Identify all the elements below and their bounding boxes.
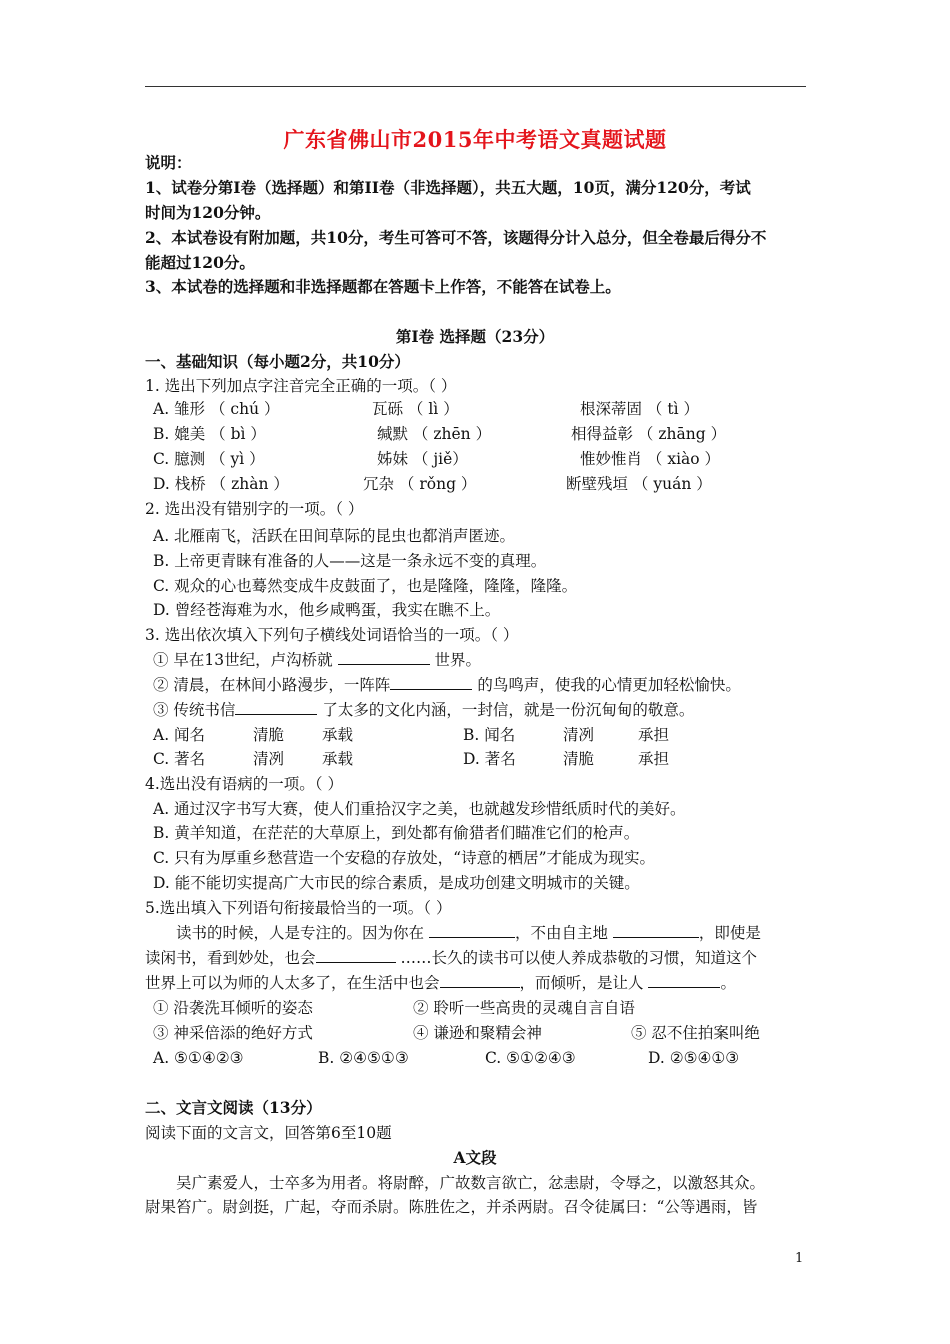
q4-option-b: B. 黄羊知道，在茫茫的大草原上，到处都有偷猎者们瞄准它们的枪声。 xyxy=(153,824,640,842)
q3-option-c-2: 清冽 xyxy=(253,750,285,768)
q1-stem: 1. 选出下列加点字注音完全正确的一项。（ ） xyxy=(145,377,457,395)
note-1a: 1、试卷分第Ⅰ卷（选择题）和第II卷（非选择题），共五大题，10页，满分120分，考试 xyxy=(145,178,751,197)
q5-choice-1: ① 沿袭洗耳倾听的姿态 xyxy=(153,999,313,1017)
q3-option-a-1: A. 闻名 xyxy=(153,726,206,744)
q5-passage-1: 读书的时候，人是专注的。因为你在 ，不由自主地 ，即使是 xyxy=(176,924,761,942)
q4-option-a: A. 通过汉字书写大赛，使人们重拾汉字之美，也就越发珍惜纸质时代的美好。 xyxy=(153,800,686,818)
q5-choice-3: ③ 神采倍添的绝好方式 xyxy=(153,1024,313,1042)
q3-option-b-3: 承担 xyxy=(638,726,670,744)
q3-stem: 3. 选出依次填入下列句子横线处词语恰当的一项。（ ） xyxy=(145,626,519,644)
q3-option-d-2: 清脆 xyxy=(563,750,595,768)
q1-b-3: 相得益彰 （ zhāng ） xyxy=(571,425,727,443)
q2-option-b: B. 上帝更青睐有准备的人——这是一条永远不变的真理。 xyxy=(153,552,547,570)
section2-heading: 二、文言文阅读（13分） xyxy=(145,1098,322,1117)
q3-blank-3 xyxy=(235,700,317,715)
q5-answer-a: A. ⑤①④②③ xyxy=(153,1049,244,1067)
section2-intro: 阅读下面的文言文，回答第6至10题 xyxy=(145,1124,392,1142)
q3-blank-2 xyxy=(390,675,472,690)
q1-c-1: C. 臆测 （ yì ） xyxy=(153,450,265,468)
q5-blank-4 xyxy=(440,973,520,988)
q1-b-1: B. 媲美 （ bì ） xyxy=(153,425,266,443)
q5-blank-2 xyxy=(613,923,699,938)
q5-answer-d: D. ②⑤④①③ xyxy=(648,1049,740,1067)
q3-option-c-3: 承载 xyxy=(322,750,354,768)
q3-option-a-2: 清脆 xyxy=(253,726,285,744)
section1-heading: 一、基础知识（每小题2分，共10分） xyxy=(145,352,410,371)
q3-option-a-3: 承载 xyxy=(322,726,354,744)
q3-option-c-1: C. 著名 xyxy=(153,750,206,768)
notes-label: 说明： xyxy=(145,153,192,172)
q5-stem: 5.选出填入下列语句衔接最恰当的一项。（ ） xyxy=(145,899,452,917)
q3-option-d-1: D. 著名 xyxy=(463,750,516,768)
q1-a-1: A. 雏形 （ chú ） xyxy=(153,400,280,418)
q3-blank-1 xyxy=(338,650,430,665)
q2-option-a: A. 北雁南飞，活跃在田间草际的昆虫也都消声匿迹。 xyxy=(153,527,516,545)
q1-d-3: 断壁残垣 （ yuán ） xyxy=(566,475,712,493)
q2-option-d: D. 曾经苍海难为水，他乡咸鸭蛋，我实在瞧不上。 xyxy=(153,601,501,619)
q1-b-2: 缄默 （ zhēn ） xyxy=(377,425,492,443)
q5-choice-4: ④ 谦逊和聚精会神 xyxy=(413,1024,542,1042)
q3-option-b-1: B. 闻名 xyxy=(463,726,516,744)
q4-stem: 4.选出没有语病的一项。（ ） xyxy=(145,775,343,793)
note-3: 3、本试卷的选择题和非选择题都在答题卡上作答，不能答在试卷上。 xyxy=(145,277,621,296)
note-2b: 能超过120分。 xyxy=(145,253,255,272)
q5-blank-5 xyxy=(648,973,720,988)
q5-passage-3: 世界上可以为师的人太多了，在生活中也会 ，而倾听，是让人 。 xyxy=(145,974,736,992)
q4-option-d: D. 能不能切实提高广大市民的综合素质，是成功创建文明城市的关键。 xyxy=(153,874,640,892)
q1-a-3: 根深蒂固 （ tì ） xyxy=(580,400,699,418)
q5-answer-b: B. ②④⑤①③ xyxy=(318,1049,409,1067)
passage-a-line-2: 尉果笞广。尉剑挺，广起，夺而杀尉。陈胜佐之，并杀两尉。召令徒属曰：“公等遇雨，皆 xyxy=(145,1198,758,1216)
part1-heading: 第Ⅰ卷 选择题（23分） xyxy=(395,327,555,346)
q3-option-d-3: 承担 xyxy=(638,750,670,768)
q1-c-2: 姊妹 （ jiě） xyxy=(377,450,468,468)
q1-d-2: 冗杂 （ rǒng ） xyxy=(363,475,477,493)
q4-option-c: C. 只有为厚重乡愁营造一个安稳的存放处，“诗意的栖居”才能成为现实。 xyxy=(153,849,656,867)
note-2a: 2、本试卷设有附加题，共10分，考生可答可不答，该题得分计入总分，但全卷最后得分不 xyxy=(145,228,767,247)
q3-sentence-1: ① 早在13世纪，卢沟桥就 世界。 xyxy=(153,651,482,669)
q5-choice-2: ② 聆听一些高贵的灵魂自言自语 xyxy=(413,999,635,1017)
q5-passage-2: 读闲书，看到妙处，也会 ……长久的读书可以使人养成恭敬的习惯，知道这个 xyxy=(145,949,757,967)
q5-blank-3 xyxy=(316,948,396,963)
q3-sentence-2: ② 清晨，在林间小路漫步，一阵阵 的鸟鸣声，使我的心情更加轻松愉快。 xyxy=(153,676,741,694)
q3-option-b-2: 清冽 xyxy=(563,726,595,744)
passage-a-heading: A文段 xyxy=(453,1148,497,1167)
q2-stem: 2. 选出没有错别字的一项。（ ） xyxy=(145,500,364,518)
q1-a-2: 瓦砾 （ lì ） xyxy=(372,400,459,418)
note-1b: 时间为120分钟。 xyxy=(145,203,271,222)
page-number: 1 xyxy=(795,1251,804,1266)
page-title: 广东省佛山市2015年中考语文真题试题 xyxy=(283,127,667,152)
q3-sentence-3: ③ 传统书信 了太多的文化内涵，一封信，就是一份沉甸甸的敬意。 xyxy=(153,701,695,719)
q1-c-3: 惟妙惟肖 （ xiào ） xyxy=(580,450,721,468)
q5-answer-c: C. ⑤①②④③ xyxy=(485,1049,576,1067)
q5-choice-5: ⑤ 忍不住拍案叫绝 xyxy=(631,1024,760,1042)
q2-option-c: C. 观众的心也蓦然变成牛皮鼓面了，也是隆隆，隆隆，隆隆。 xyxy=(153,577,578,595)
q5-blank-1 xyxy=(429,923,515,938)
header-rule xyxy=(145,86,806,87)
q1-d-1: D. 栈桥 （ zhàn ） xyxy=(153,475,289,493)
passage-a-line-1: 吴广素爱人，士卒多为用者。将尉醉，广故数言欲亡，忿恚尉，令辱之，以激怒其众。 xyxy=(176,1174,766,1192)
